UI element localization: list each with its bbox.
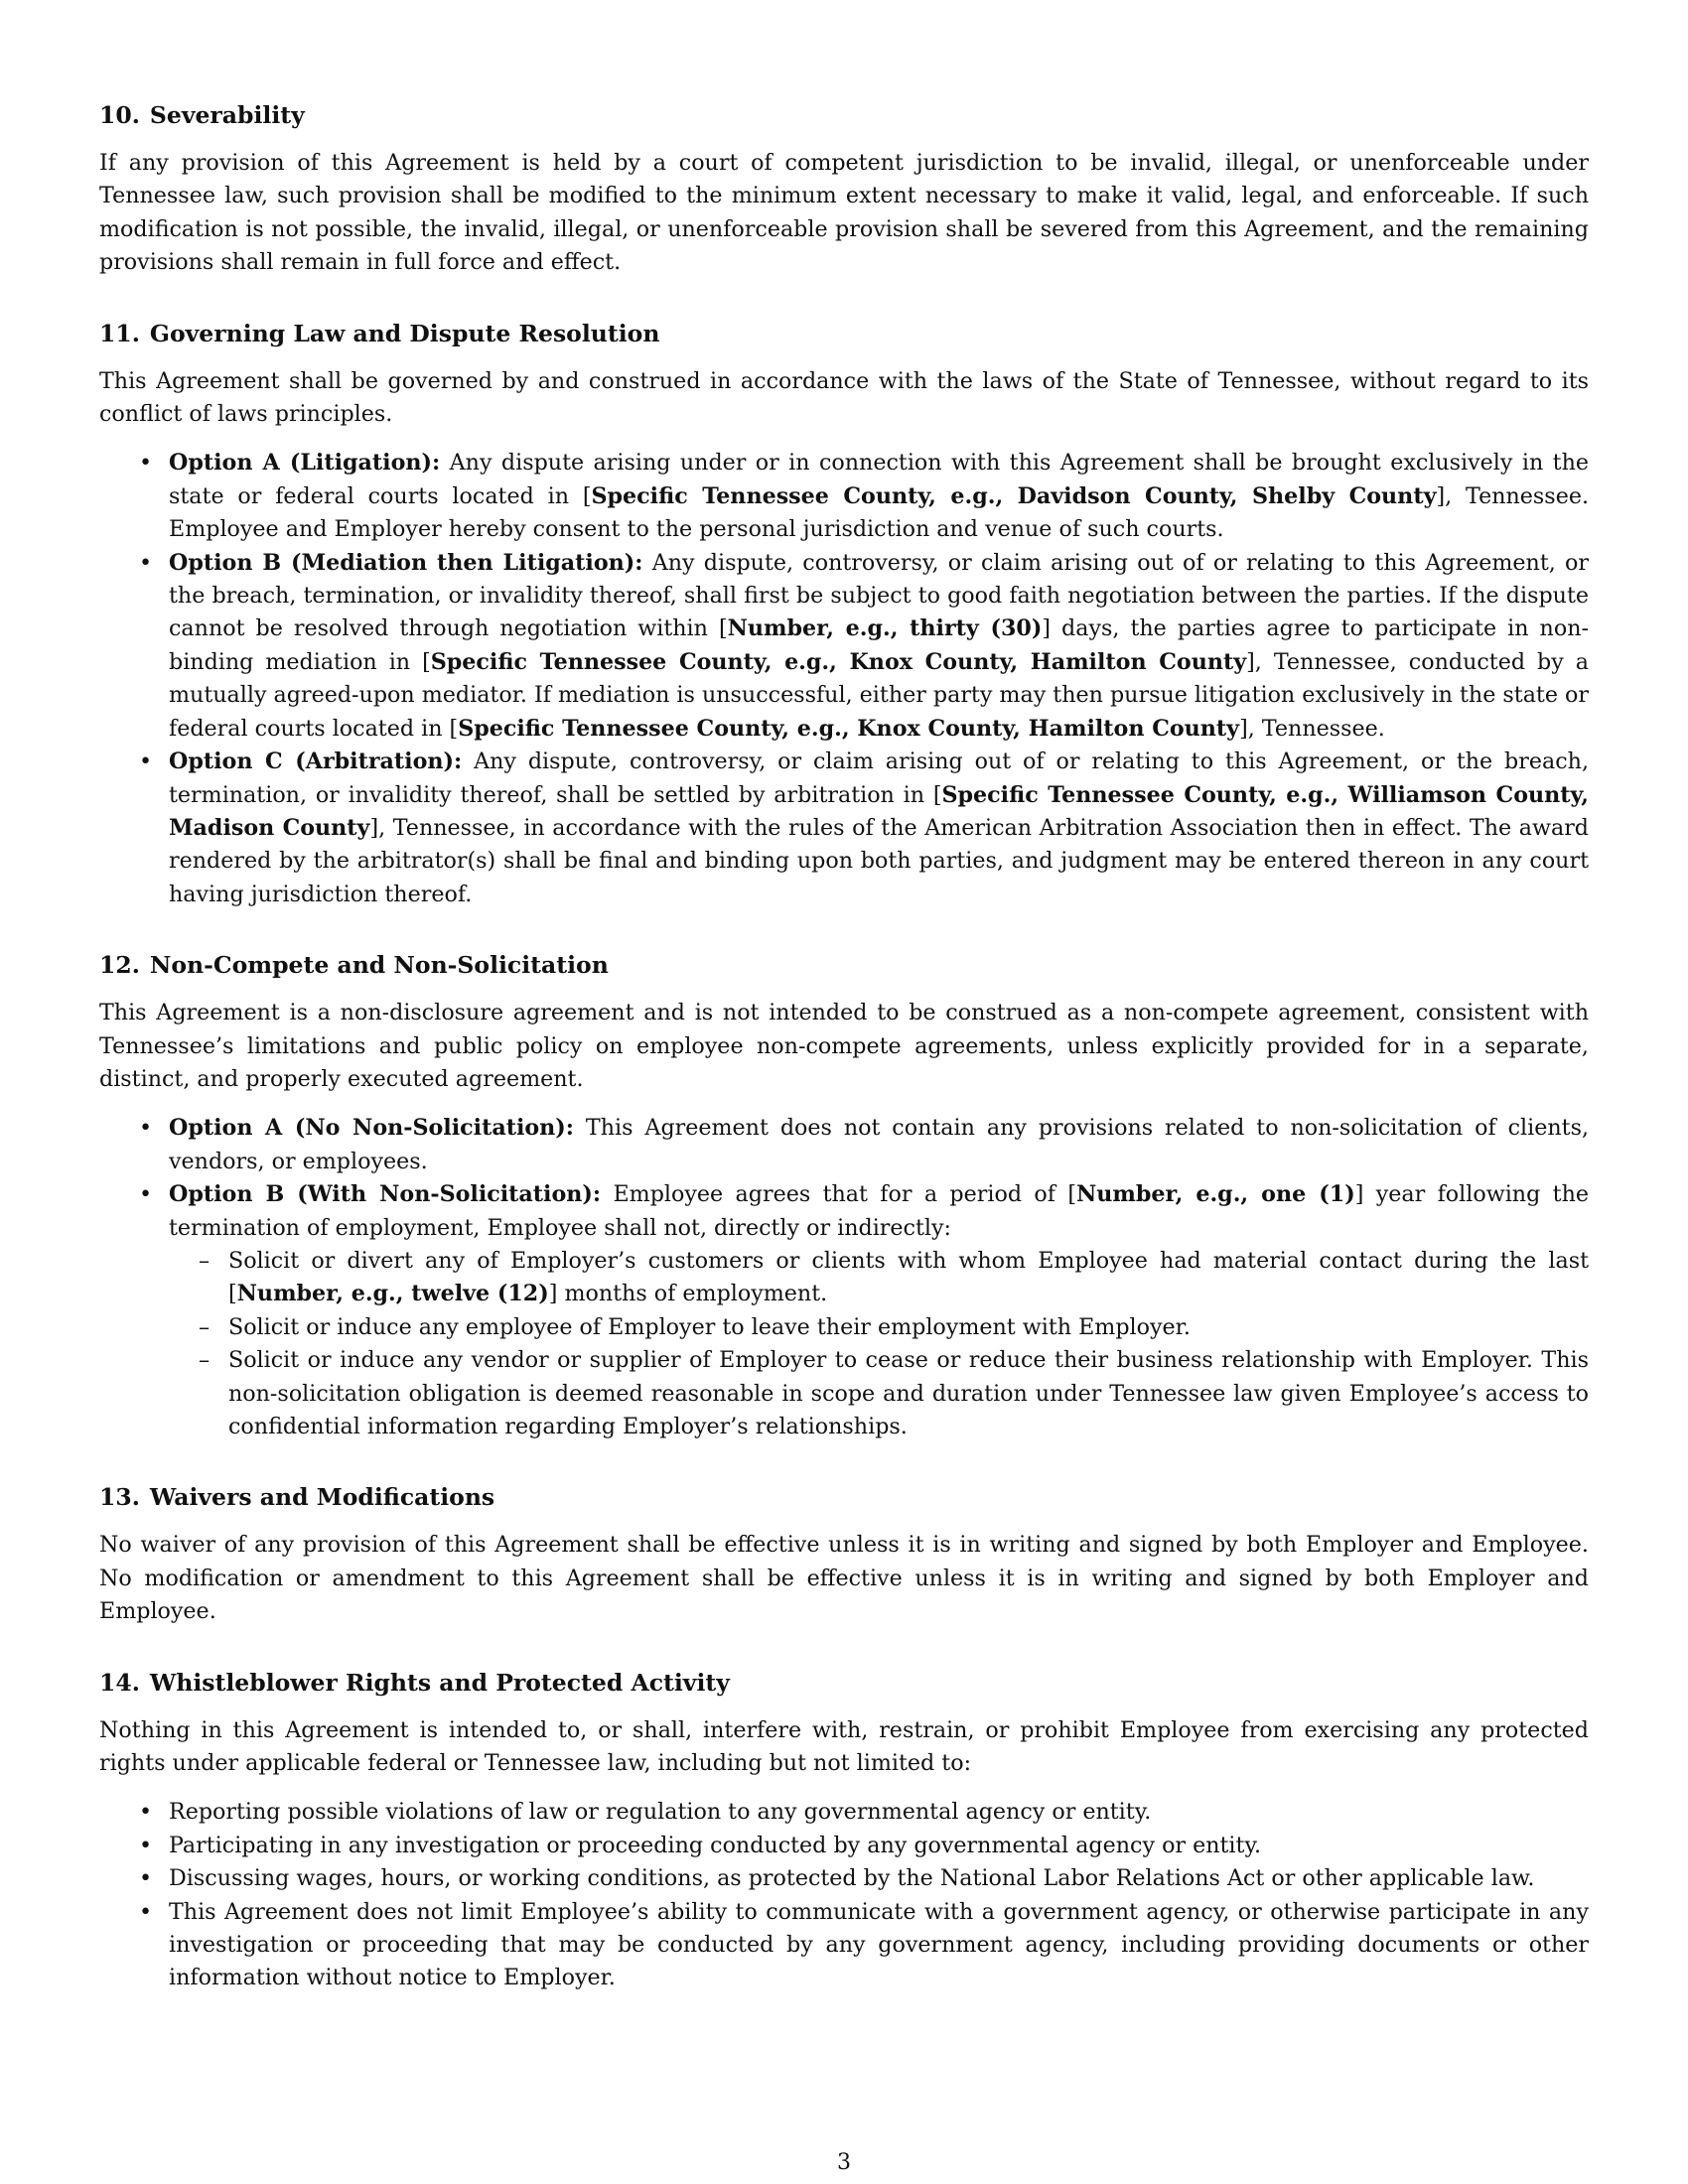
options-list [99,447,1589,911]
section-title: Severability [149,101,305,129]
section-title: Whistleblower Rights and Protected Activity [149,1668,730,1697]
section-title: Non-Compete and Non-Solicitation [149,951,609,980]
list-item: • Reporting possible violations of law or regulation to any governmental agency or entity. [99,1796,1589,1829]
section-number: 10. [99,101,140,129]
placeholder-days: Number, e.g., thirty (30) [727,615,1043,642]
option-text: ] days, the parties agree to participate in non-binding mediation in [ [169,615,1589,675]
option-arbitration [99,746,1589,911]
section-whistleblower [99,1667,1589,1995]
sub-item [169,1245,1589,1311]
placeholder-county: Specific Tennessee County, e.g., Knox County, Hamilton County [458,715,1240,742]
placeholder-years: Number, e.g., one (1) [1075,1181,1355,1208]
section-number: 14. [99,1668,140,1697]
section-number: 11. [99,319,140,347]
sub-list [169,1245,1589,1443]
placeholder-county: Specific Tennessee County, e.g., Davidson County, Shelby County [591,482,1437,509]
placeholder-county: Specific Tennessee County, e.g., Williamson County, Madison County [169,781,1589,841]
option-text: ], Tennessee, conducted by a mutually agreed-upon mediator. If mediation is unsuccessful, either party may then pursue litigation exclusively in the state or federal courts located in [ [169,648,1589,742]
option-text: Employee agrees that for a period of [ [601,1181,1076,1208]
option-text: Any dispute, controversy, or claim arising out of or relating to this Agreement, or the breach, termination, or invalidity thereof, shall first be subject to good faith negotiation between the parties. If the dispute cannot be resolved through negotiation within [ [169,549,1589,642]
section-number: 12. [99,951,140,980]
section-governing-law [99,318,1589,912]
option-text: This Agreement does not contain any provisions related to non-solicitation of clients, vendors, or employees. [169,1115,1590,1174]
section-waivers [99,1481,1589,1628]
section-severability [99,99,1589,280]
option-text: Any dispute arising under or in connection with this Agreement shall be brought exclusively in the state or federal courts located in [ [169,450,1589,509]
option-with-non-solicitation [99,1178,1589,1443]
section-heading [99,318,1589,349]
section-heading [99,1667,1589,1699]
options-list [99,1112,1589,1443]
option-no-non-solicitation [99,1112,1589,1178]
page-number: 3 [837,2150,851,2175]
option-label: Option C (Arbitration): [169,749,463,775]
section-heading [99,949,1589,981]
sub-item-text: ] months of employment. [548,1281,828,1307]
option-mediation [99,547,1589,746]
section-intro: This Agreement is a non-disclosure agreement and is not intended to be construed as a non-compete agreement, consistent with Tennessee’s limitations and public policy on employee non-compete agreements, unless explicitly provided for in a separate, distinct, and properly executed agreement. [99,1000,1589,1092]
section-intro: This Agreement shall be governed by and construed in accordance with the laws of the State of Tennessee, without regard to its conflict of laws principles. [99,367,1589,428]
list-item: • Discussing wages, hours, or working conditions, as protected by the National Labor Relations Act or other applicable law. [99,1862,1589,1895]
section-heading [99,99,1589,131]
section-title: Governing Law and Dispute Resolution [149,319,660,347]
option-label: Option A (Litigation): [169,450,441,477]
section-intro: Nothing in this Agreement is intended to, or shall, interfere with, restrain, or prohibit Employee from exercising any protected rights under applicable federal or Tennessee law, including but not limited to: [99,1716,1589,1777]
section-body: If any provision of this Agreement is held by a court of competent jurisdiction to be invalid, illegal, or unenforceable under Tennessee law, such provision shall be modified to the minimum extent necessary to make it valid, legal, and enforceable. If such modification is not possible, the invalid, illegal, or unenforceable provision shall be severed from this Agreement, and the remaining provisions shall remain in full force and effect. [99,150,1589,276]
section-non-compete [99,949,1589,1443]
sub-item-text: Solicit or divert any of Employer’s customers or clients with whom Employee had material contact during the last [ [228,1247,1589,1307]
sub-item: – Solicit or induce any vendor or supplier of Employer to cease or reduce their business relationship with Employer. This non-solicitation obligation is deemed reasonable in scope and duration under Tennessee law given Employee’s access to confidential information regarding Employer’s relationships. [169,1344,1589,1443]
sub-item: – Solicit or induce any employee of Employer to leave their employment with Employer. [169,1311,1589,1344]
section-body: No waiver of any provision of this Agreement shall be effective unless it is in writing and signed by both Employer and Employee. No modification or amendment to this Agreement shall be effective unless it is in writing and signed by both Employer and Employee. [99,1532,1589,1625]
option-text: ], Tennessee, in accordance with the rules of the American Arbitration Association then in effect. The award rendered by the arbitrator(s) shall be final and binding upon both parties, and judgment may be entered thereon in any court having jurisdiction thereof. [169,814,1589,907]
section-title: Waivers and Modifications [149,1483,495,1512]
option-text: ], Tennessee. [1239,715,1385,742]
option-text: ], Tennessee. Employee and Employer hereby consent to the personal jurisdiction and venue of such courts. [169,482,1590,543]
option-text: ] year following the termination of employment, Employee shall not, directly or indirectly: [169,1181,1589,1241]
list-item: • This Agreement does not limit Employee’s ability to communicate with a government agency, or otherwise participate in any investigation or proceeding that may be conducted by any government agency, including providing documents or other information without notice to Employer. [99,1896,1589,1995]
document-page [99,99,1589,2033]
placeholder-county: Specific Tennessee County, e.g., Knox County, Hamilton County [430,648,1247,675]
option-label: Option A (No Non-Solicitation): [169,1115,574,1142]
option-label: Option B (Mediation then Litigation): [169,549,643,576]
option-text: Any dispute, controversy, or claim arising out of or relating to this Agreement, or the breach, termination, or invalidity thereof, shall be settled by arbitration in [ [169,749,1589,808]
option-label: Option B (With Non-Solicitation): [169,1181,602,1208]
list-item: • Participating in any investigation or proceeding conducted by any governmental agency or entity. [99,1830,1589,1862]
placeholder-months: Number, e.g., twelve (12) [236,1281,549,1307]
option-litigation [99,447,1589,546]
rights-list [99,1796,1589,1994]
section-number: 13. [99,1483,140,1512]
section-heading [99,1481,1589,1513]
